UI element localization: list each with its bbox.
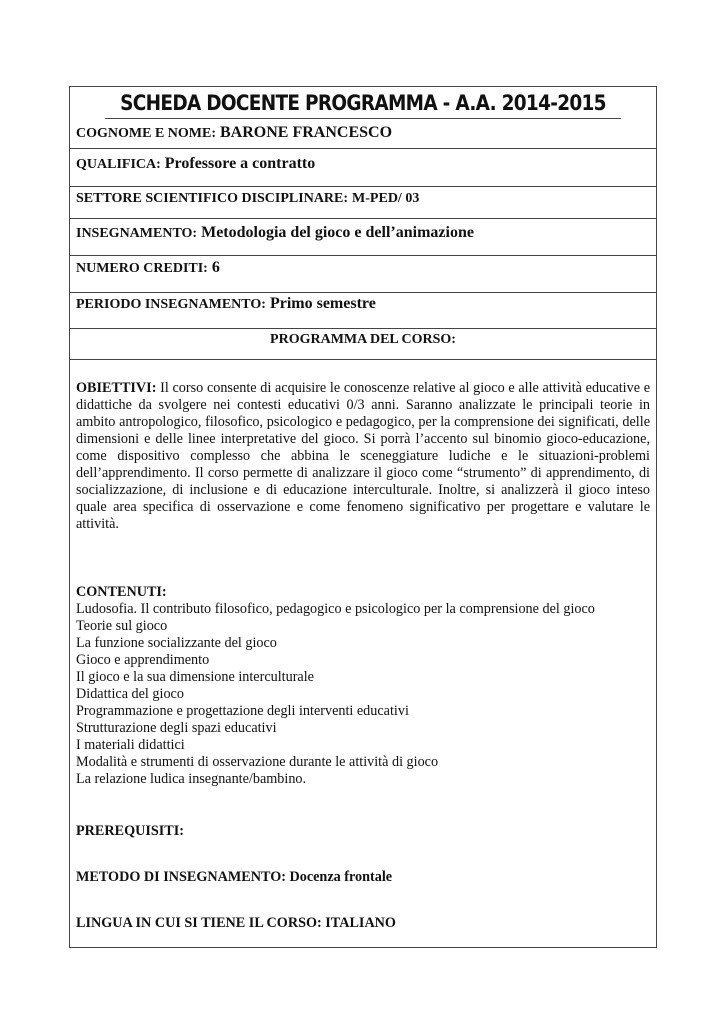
- obiettivi-section: [76, 380, 650, 533]
- metodo-value: Docenza frontale: [289, 869, 393, 885]
- program-body: [70, 360, 656, 947]
- cognome-row: [70, 119, 656, 149]
- list-item: Modalità e strumenti di osservazione durante le attività di gioco: [76, 754, 439, 770]
- crediti-row: [70, 256, 656, 293]
- contenuti-label: CONTENUTI:: [76, 584, 167, 600]
- programma-heading: PROGRAMMA DEL CORSO:: [70, 329, 656, 360]
- lingua-label: LINGUA IN CUI SI TIENE IL CORSO:: [76, 915, 322, 931]
- prerequisiti-label: PREREQUISITI:: [76, 823, 185, 839]
- contenuti-list: [76, 601, 650, 788]
- list-item: Strutturazione degli spazi educativi: [76, 720, 277, 736]
- list-item: Didattica del gioco: [76, 686, 184, 702]
- periodo-value: Primo semestre: [269, 295, 376, 312]
- qualifica-label: QUALIFICA:: [76, 157, 161, 172]
- cognome-label: COGNOME E NOME:: [76, 126, 216, 141]
- periodo-label: PERIODO INSEGNAMENTO:: [76, 297, 266, 312]
- obiettivi-label: OBIETTIVI:: [76, 380, 157, 396]
- list-item: I materiali didattici: [76, 737, 185, 753]
- crediti-value: 6: [211, 259, 220, 276]
- list-item: Ludosofia. Il contributo filosofico, pedagogico e psicologico per la comprensione del gioco: [76, 601, 595, 617]
- list-item: Programmazione e progettazione degli interventi educativi: [76, 703, 409, 719]
- lingua-value: ITALIANO: [325, 915, 396, 931]
- settore-row: [70, 187, 656, 219]
- program-sheet: [69, 86, 657, 948]
- qualifica-row: [70, 149, 656, 187]
- qualifica-value: Professore a contratto: [164, 155, 316, 172]
- metodo-label: METODO DI INSEGNAMENTO:: [76, 869, 286, 885]
- document-title: SCHEDA DOCENTE PROGRAMMA - A.A. 2014-2015: [105, 87, 621, 119]
- list-item: Gioco e apprendimento: [76, 652, 210, 668]
- metodo-section: [76, 869, 650, 886]
- periodo-row: [70, 293, 656, 329]
- obiettivi-text: Il corso consente di acquisire le conoscenze relative al gioco e alle attività educative e didattiche da svolgere nei contesti educativi 0/3 anni. Saranno analizzate le principali teorie in ambito antropologico, filosofico, psicologico e pedagogico, per la comprensione dei significati, delle dimensioni e delle linee interpretative del gioco. Si porrà l’accento sul binomio gioco-educazione, come dispositivo complesso che abbina le sceneggiature ludiche e le situazioni-problemi dell’apprendimento. Il corso permette di analizzare il gioco come “strumento” di apprendimento, di socializzazione, di inclusione e di educazione interculturale. Inoltre, si analizzerà il gioco inteso quale area specifica di osservazione e come fenomeno significativo per progettare e valutare le attività.: [76, 380, 651, 532]
- cognome-value: BARONE FRANCESCO: [220, 124, 393, 141]
- list-item: La funzione socializzante del gioco: [76, 635, 277, 651]
- insegnamento-label: INSEGNAMENTO:: [76, 226, 198, 241]
- settore-label: SETTORE SCIENTIFICO DISCIPLINARE:: [76, 191, 349, 206]
- settore-value: M-PED/ 03: [352, 191, 420, 206]
- list-item: Il gioco e la sua dimensione interculturale: [76, 669, 314, 685]
- insegnamento-value: Metodologia del gioco e dell’animazione: [201, 224, 474, 241]
- lingua-section: [76, 915, 650, 932]
- list-item: Teorie sul gioco: [76, 618, 168, 634]
- crediti-label: NUMERO CREDITI:: [76, 261, 208, 276]
- list-item: La relazione ludica insegnante/bambino.: [76, 771, 307, 787]
- insegnamento-row: [70, 219, 656, 256]
